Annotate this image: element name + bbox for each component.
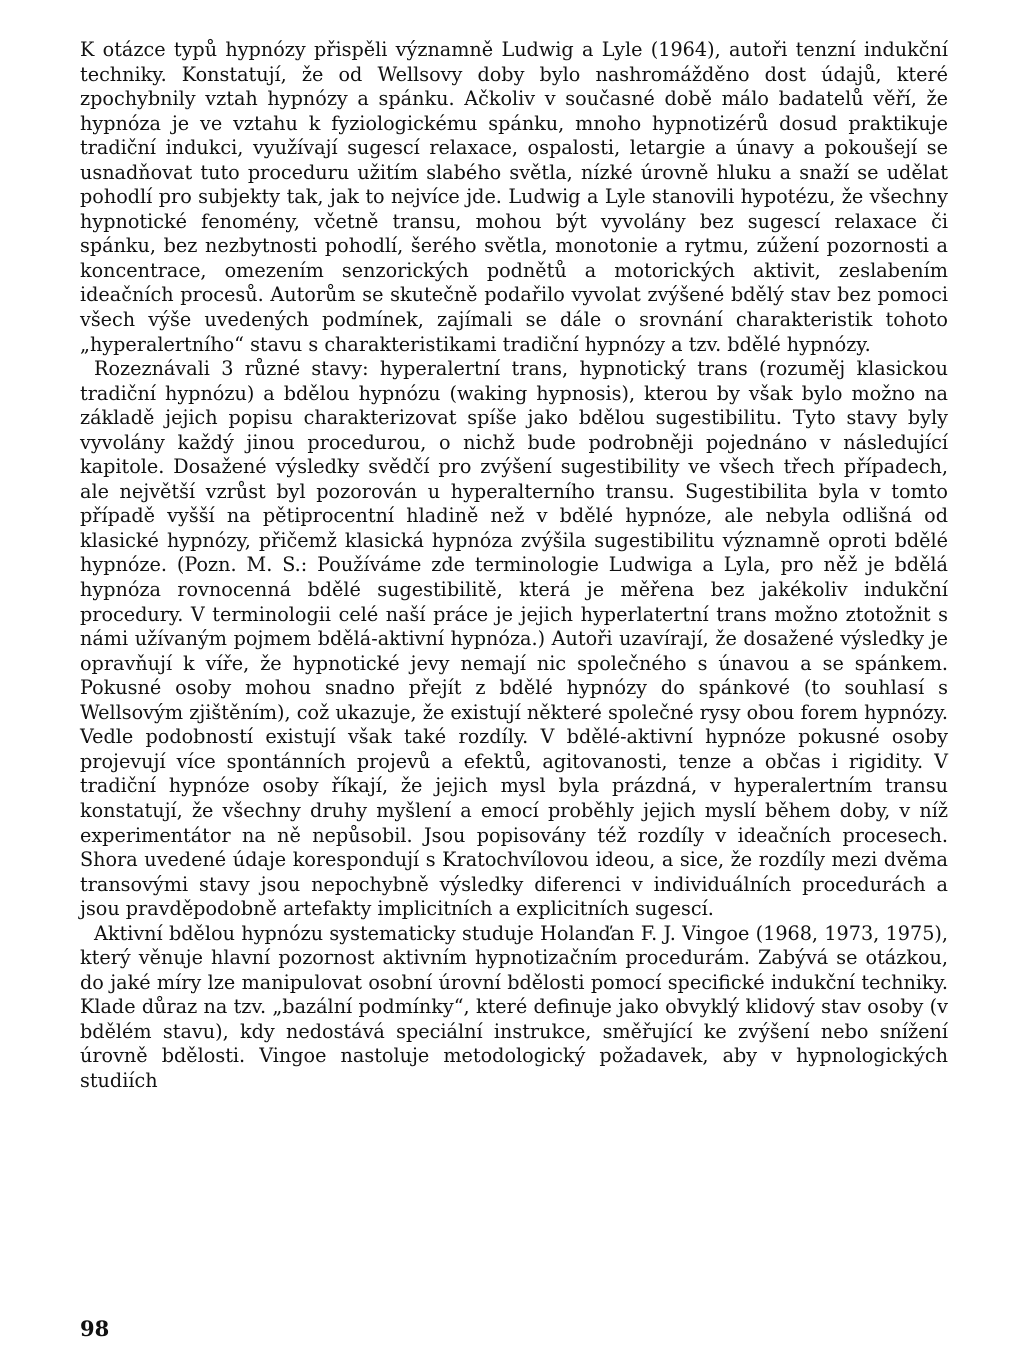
paragraph-vingoe: Aktivní bdělou hypnózu systematicky studuje Holanďan F. J. Vingoe (1968, 1973, 1975), který věnuje hlavní pozornost aktivním hypnotizačním procedurám. Zabývá se otázkou, do jaké míry lze manipulovat osobní úrovní bdělosti pomocí specifické indukční techniky. Klade důraz na tzv. „bazální podmínky“, které definuje jako obvyklý klidový stav osoby (v bdělém stavu), kdy nedostává speciální instrukce, směřující ke zvýšení nebo snížení úrovně bdělosti. Vingoe nastoluje metodologický požadavek, aby v hypnologických studiích	[80, 921, 948, 1092]
page-number: 98	[80, 1316, 110, 1341]
paragraph-three-states: Rozeznávali 3 různé stavy: hyperalertní trans, hypnotický trans (rozuměj klasickou tradiční hypnózu) a bdělou hypnózu (waking hypnosis), kterou by však bylo možno na základě jejich popisu charakterizovat spíše jako bdělou sugestibilitu. Tyto stavy byly vyvolány každý jinou procedurou, o nichž bude podrobněji pojednáno v následující kapitole. Dosažené výsledky svědčí pro zvýšení sugestibility ve všech třech případech, ale největší vzrůst byl pozorován u hyperalterního transu. Sugestibilita byla v tomto případě vyšší na pětiprocentní hladině než v bdělé hypnóze, ale nebyla odlišná od klasické hypnózy, přičemž klasická hypnóza zvýšila sugestibilitu významně oproti bdělé hypnóze. (Pozn. M. S.: Používáme zde terminologie Ludwiga a Lyla, pro něž je bdělá hypnóza rovnocenná bdělé sugestibilitě, která je měřena bez jakékoliv indukční procedury. V terminologii celé naší práce je jejich hyperlatertní trans možno ztotožnit s námi užívaným pojmem bdělá-aktivní hypnóza.) Autoři uzavírají, že dosažené výsledky je opravňují k víře, že hypnotické jevy nemají nic společného s únavou a se spánkem. Pokusné osoby mohou snadno přejít z bdělé hypnózy do spánkové (to souhlasí s Wellsovým zjištěním), což ukazuje, že existují některé společné rysy obou forem hypnózy. Vedle podobností existují však také rozdíly. V bdělé-aktivní hypnóze pokusné osoby projevují více spontánních projevů a efektů, agitovanosti, tenze a občas i rigidity. V tradiční hypnóze osoby říkají, že jejich mysl byla prázdná, v hyperalertním transu konstatují, že všechny druhy myšlení a emocí proběhly jejich myslí během doby, v níž experimentátor na ně nepůsobil. Jsou popisovány též rozdíly v ideačních procesech. Shora uvedené údaje korespondují s Kratochvílovou ideou, a sice, že rozdíly mezi dvěma transovými stavy jsou nepochybně výsledky diferenci v individuálních procedurách a jsou pravděpodobně artefakty implicitních a explicitních sugescí.	[80, 357, 948, 921]
paragraph-ludwig-lyle-intro: K otázce typů hypnózy přispěli významně Ludwig a Lyle (1964), autoři tenzní indukční techniky. Konstatují, že od Wellsovy doby bylo nashromážděno dost údajů, které zpochybnily vztah hypnózy a spánku. Ačkoliv v současné době málo badatelů věří, že hypnóza je ve vztahu k fyziologickému spánku, mnoho hypnotizérů dosud praktikuje tradiční indukci, využívají sugescí relaxace, ospalosti, letargie a únavy a pokoušejí se usnadňovat tuto proceduru užitím slabého světla, nízké úrovně hluku a snaží se udělat pohodlí pro subjekty tak, jak to nejvíce jde. Ludwig a Lyle stanovili hypotézu, že všechny hypnotické fenomény, včetně transu, mohou být vyvolány bez sugescí relaxace či spánku, bez nezbytnosti pohodlí, šerého světla, monotonie a rytmu, zúžení pozornosti a koncentrace, omezením senzorických podnětů a motorických aktivit, zeslabením ideačních procesů. Autorům se skutečně podařilo vyvolat zvýšené bdělý stav bez pomoci všech výše uvedených podmínek, zajímali se dále o srovnání charakteristik tohoto „hyperalertního“ stavu s charakteristikami tradiční hypnózy a tzv. bdělé hypnózy.	[80, 38, 948, 356]
page-body	[80, 38, 948, 1094]
